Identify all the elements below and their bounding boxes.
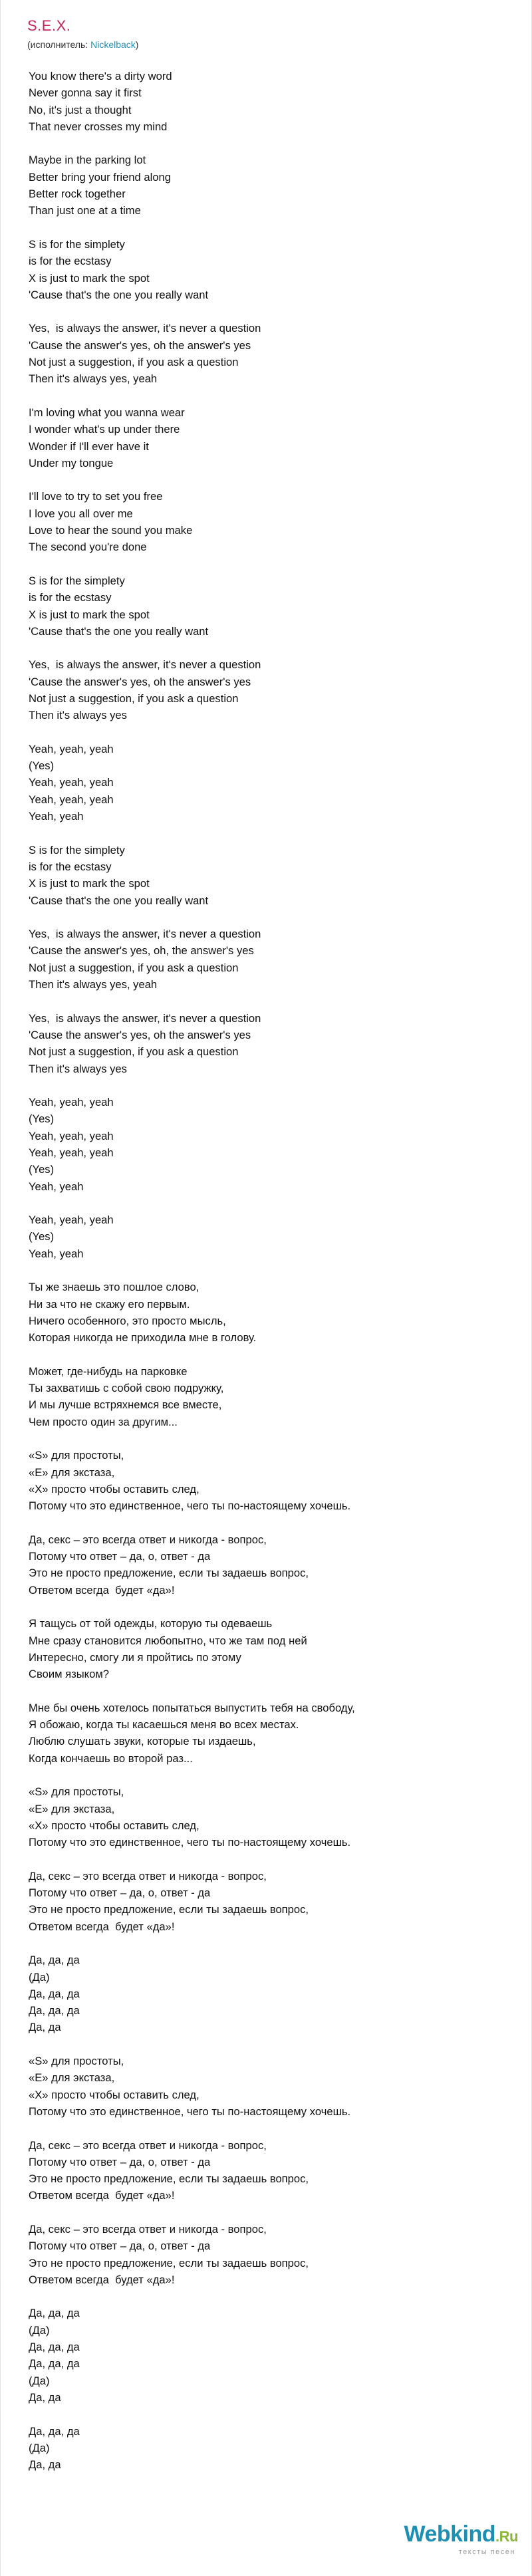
lyrics-line: S is for the simplety bbox=[29, 574, 125, 587]
lyrics-stanza bbox=[29, 1094, 507, 1195]
lyrics-line: Yeah, yeah bbox=[29, 810, 84, 823]
lyrics-line: Under my tongue bbox=[29, 456, 114, 469]
lyrics-line: Yeah, yeah, yeah bbox=[29, 1214, 114, 1227]
lyrics-line: (Yes) bbox=[29, 1230, 55, 1243]
lyrics-line: You know there's a dirty word bbox=[29, 70, 172, 82]
lyrics-body bbox=[29, 68, 507, 2473]
lyrics-line: Better bring your friend along bbox=[29, 170, 172, 184]
lyrics-line: Потому что ответ – да, о, ответ - да bbox=[29, 1550, 211, 1563]
lyrics-line: Когда кончаешь во второй раз... bbox=[29, 1751, 193, 1765]
lyrics-stanza bbox=[29, 404, 507, 471]
lyrics-line: Я тащусь от той одежды, которую ты одеваешь bbox=[29, 1617, 273, 1630]
lyrics-line: Yeah, yeah, yeah bbox=[29, 1096, 114, 1109]
lyrics-line: «E» для экстаза, bbox=[29, 2071, 115, 2085]
lyrics-line: «E» для экстаза, bbox=[29, 1802, 115, 1815]
lyrics-line: Да, да, да bbox=[29, 2341, 80, 2354]
lyrics-line: 'Cause the answer's yes, oh the answer's yes bbox=[29, 1028, 251, 1041]
lyrics-stanza bbox=[29, 2305, 507, 2406]
lyrics-line: Not just a suggestion, if you ask a question bbox=[29, 692, 239, 705]
lyrics-stanza bbox=[29, 2053, 507, 2120]
lyrics-line: Maybe in the parking lot bbox=[29, 154, 146, 167]
lyrics-line: Ни за что не скажу его первым. bbox=[29, 1297, 190, 1311]
lyrics-line: Это не просто предложение, если ты задаешь вопрос, bbox=[29, 2172, 309, 2186]
lyrics-stanza bbox=[29, 68, 507, 135]
lyrics-line: Yes, is always the answer, it's never a question bbox=[29, 658, 261, 672]
lyrics-stanza bbox=[29, 1952, 507, 2035]
lyrics-line: Мне сразу становится любопытно, что же там под ней bbox=[29, 1634, 307, 1647]
lyrics-line: Это не просто предложение, если ты задаешь вопрос, bbox=[29, 1567, 309, 1580]
lyrics-line: Never gonna say it first bbox=[29, 86, 142, 100]
lyrics-line: (Да) bbox=[29, 2374, 50, 2387]
lyrics-line: is for the ecstasy bbox=[29, 591, 112, 604]
lyrics-stanza bbox=[29, 1783, 507, 1851]
lyrics-stanza bbox=[29, 1531, 507, 1599]
lyrics-stanza bbox=[29, 1615, 507, 1682]
lyrics-line: И мы лучше встряхнемся все вместе, bbox=[29, 1398, 222, 1412]
song-title: S.E.X. bbox=[27, 17, 71, 34]
lyrics-line: Я обожаю, когда ты касаешься меня во всех местах. bbox=[29, 1718, 299, 1732]
lyrics-line: Да, да, да bbox=[29, 2307, 80, 2320]
lyrics-stanza bbox=[29, 1700, 507, 1767]
lyrics-line: Да, да, да bbox=[29, 1987, 80, 2000]
lyrics-stanza bbox=[29, 488, 507, 555]
lyrics-line: Yeah, yeah, yeah bbox=[29, 1129, 114, 1142]
lyrics-line: Да, секс – это всегда ответ и никогда - вопрос, bbox=[29, 2138, 267, 2152]
lyrics-line: Yeah, yeah, yeah bbox=[29, 1146, 114, 1159]
lyrics-line: Мне бы очень хотелось попытаться выпустить тебя на свободу, bbox=[29, 1701, 355, 1714]
lyrics-line: 'Cause the answer's yes, oh the answer's yes bbox=[29, 675, 251, 688]
logo-tld: .Ru bbox=[495, 2528, 518, 2545]
lyrics-stanza bbox=[29, 1279, 507, 1346]
lyrics-line: Not just a suggestion, if you ask a question bbox=[29, 356, 239, 369]
song-header bbox=[27, 17, 138, 51]
lyrics-line: Да, да, да bbox=[29, 2004, 80, 2017]
lyrics-line: (Yes) bbox=[29, 1112, 55, 1126]
lyrics-stanza bbox=[29, 1868, 507, 1935]
lyrics-line: is for the ecstasy bbox=[29, 860, 112, 873]
artist-prefix: (исполнитель: bbox=[27, 39, 91, 50]
lyrics-line: Not just a suggestion, if you ask a question bbox=[29, 1045, 239, 1059]
lyrics-stanza bbox=[29, 573, 507, 640]
lyrics-line: «S» для простоты, bbox=[29, 2055, 124, 2068]
logo-wordmark bbox=[404, 2523, 518, 2548]
lyrics-line: Then it's always yes bbox=[29, 709, 127, 722]
lyrics-stanza bbox=[29, 1363, 507, 1430]
lyrics-line: (Да) bbox=[29, 1970, 50, 1984]
lyrics-line: Люблю слушать звуки, которые ты издаешь, bbox=[29, 1735, 256, 1748]
lyrics-line: Wonder if I'll ever have it bbox=[29, 440, 149, 453]
lyrics-line: Это не просто предложение, если ты задаешь вопрос, bbox=[29, 1903, 309, 1916]
lyrics-line: Своим языком? bbox=[29, 1668, 109, 1681]
lyrics-stanza bbox=[29, 1212, 507, 1262]
lyrics-stanza bbox=[29, 926, 507, 993]
lyrics-line: X is just to mark the spot bbox=[29, 608, 150, 621]
lyrics-line: is for the ecstasy bbox=[29, 255, 112, 268]
lyrics-line: Да, да, да bbox=[29, 2424, 80, 2438]
lyrics-line: Да, да, да bbox=[29, 1954, 80, 1967]
lyrics-stanza bbox=[29, 842, 507, 909]
lyrics-line: Ответом всегда будет «да»! bbox=[29, 2189, 175, 2202]
lyrics-line: «X» просто чтобы оставить след, bbox=[29, 1819, 200, 1832]
lyrics-line: Может, где-нибудь на парковке bbox=[29, 1364, 188, 1378]
lyrics-line: Да, да bbox=[29, 2021, 61, 2034]
lyrics-line: Да, да, да bbox=[29, 2357, 80, 2371]
lyrics-line: 'Cause the answer's yes, oh the answer's yes bbox=[29, 338, 251, 352]
lyrics-line: Yes, is always the answer, it's never a question bbox=[29, 1011, 261, 1025]
lyrics-line: Да, секс – это всегда ответ и никогда - вопрос, bbox=[29, 1869, 267, 1882]
lyrics-line: Потому что это единственное, чего ты по-настоящему хочешь. bbox=[29, 1836, 351, 1849]
lyrics-line: Потому что ответ – да, о, ответ - да bbox=[29, 1886, 211, 1900]
lyrics-line: Yes, is always the answer, it's never a question bbox=[29, 322, 261, 335]
lyrics-stanza bbox=[29, 1447, 507, 1514]
lyrics-line: Интересно, смогу ли я пройтись по этому bbox=[29, 1650, 241, 1664]
lyrics-line: Love to hear the sound you make bbox=[29, 524, 193, 537]
lyrics-line: Потому что ответ – да, о, ответ - да bbox=[29, 2240, 211, 2253]
lyrics-line: No, it's just a thought bbox=[29, 103, 132, 116]
lyrics-line: I wonder what's up under there bbox=[29, 423, 180, 436]
logo-subtitle: тексты песен bbox=[458, 2548, 515, 2556]
lyrics-line: Then it's always yes, yeah bbox=[29, 372, 158, 386]
lyrics-stanza bbox=[29, 320, 507, 387]
lyrics-line: Ты захватишь с собой свою подружку, bbox=[29, 1382, 224, 1395]
lyrics-line: Которая никогда не приходила мне в голову. bbox=[29, 1331, 257, 1345]
lyrics-line: Yeah, yeah, yeah bbox=[29, 793, 114, 806]
lyrics-line: Да, да bbox=[29, 2390, 61, 2404]
lyrics-line: I love you all over me bbox=[29, 507, 133, 520]
lyrics-line: S is for the simplety bbox=[29, 237, 125, 251]
lyrics-line: (Yes) bbox=[29, 1163, 55, 1176]
lyrics-line: «X» просто чтобы оставить след, bbox=[29, 2088, 200, 2101]
lyrics-line: (Да) bbox=[29, 2441, 50, 2454]
lyrics-line: Потому что это единственное, чего ты по-настоящему хочешь. bbox=[29, 1499, 351, 1513]
lyrics-line: (Да) bbox=[29, 2323, 50, 2337]
lyrics-stanza bbox=[29, 2221, 507, 2288]
lyrics-line: Yes, is always the answer, it's never a question bbox=[29, 928, 261, 941]
lyrics-line: «S» для простоты, bbox=[29, 1449, 124, 1462]
lyrics-stanza bbox=[29, 152, 507, 219]
artist-line bbox=[27, 39, 138, 51]
lyrics-line: «S» для простоты, bbox=[29, 1785, 124, 1799]
lyrics-line: I'll love to try to set you free bbox=[29, 490, 163, 503]
lyrics-stanza bbox=[29, 2137, 507, 2204]
lyrics-line: Потому что это единственное, чего ты по-настоящему хочешь. bbox=[29, 2105, 351, 2118]
lyrics-line: Better rock together bbox=[29, 188, 126, 201]
lyrics-line: (Yes) bbox=[29, 759, 55, 773]
lyrics-line: X is just to mark the spot bbox=[29, 271, 150, 285]
lyrics-line: Ответом всегда будет «да»! bbox=[29, 2273, 175, 2286]
lyrics-line: 'Cause that's the one you really want bbox=[29, 288, 209, 301]
logo-kind: kind bbox=[450, 2521, 496, 2547]
lyrics-line: Чем просто один за другим... bbox=[29, 1415, 178, 1428]
lyrics-line: Then it's always yes bbox=[29, 1062, 127, 1075]
lyrics-stanza bbox=[29, 236, 507, 303]
lyrics-line: That never crosses my mind bbox=[29, 120, 168, 133]
lyrics-stanza bbox=[29, 1010, 507, 1077]
artist-link[interactable]: Nickelback bbox=[90, 39, 136, 50]
lyrics-stanza bbox=[29, 741, 507, 825]
lyrics-line: Потому что ответ – да, о, ответ - да bbox=[29, 2155, 211, 2168]
lyrics-line: Then it's always yes, yeah bbox=[29, 978, 158, 991]
lyrics-line: 'Cause that's the one you really want bbox=[29, 894, 209, 907]
webkind-logo[interactable] bbox=[404, 2523, 518, 2556]
lyrics-line: Да, да bbox=[29, 2458, 61, 2472]
lyrics-line: «X» просто чтобы оставить след, bbox=[29, 1482, 200, 1495]
lyrics-line: X is just to mark the spot bbox=[29, 877, 150, 890]
lyrics-line: The second you're done bbox=[29, 541, 147, 554]
lyrics-line: Да, секс – это всегда ответ и никогда - вопрос, bbox=[29, 2223, 267, 2236]
lyrics-line: Ты же знаешь это пошлое слово, bbox=[29, 1281, 200, 1294]
logo-web: Web bbox=[404, 2521, 451, 2547]
lyrics-line: «E» для экстаза, bbox=[29, 1466, 115, 1479]
lyrics-line: Than just one at a time bbox=[29, 204, 141, 217]
lyrics-line: Ничего особенного, это просто мысль, bbox=[29, 1314, 226, 1327]
lyrics-line: Yeah, yeah bbox=[29, 1247, 84, 1260]
lyrics-line: 'Cause the answer's yes, oh, the answer's yes bbox=[29, 944, 254, 958]
lyrics-line: Это не просто предложение, если ты задаешь вопрос, bbox=[29, 2256, 309, 2269]
lyrics-stanza bbox=[29, 2423, 507, 2474]
lyrics-line: I'm loving what you wanna wear bbox=[29, 406, 185, 419]
artist-suffix: ) bbox=[135, 39, 139, 50]
lyrics-line: 'Cause that's the one you really want bbox=[29, 624, 209, 638]
lyrics-stanza bbox=[29, 656, 507, 723]
lyrics-line: Yeah, yeah bbox=[29, 1180, 84, 1193]
lyrics-line: Yeah, yeah, yeah bbox=[29, 742, 114, 755]
lyrics-line: Ответом всегда будет «да»! bbox=[29, 1583, 175, 1597]
lyrics-line: S is for the simplety bbox=[29, 843, 125, 856]
lyrics-line: Yeah, yeah, yeah bbox=[29, 776, 114, 789]
lyrics-line: Да, секс – это всегда ответ и никогда - вопрос, bbox=[29, 1533, 267, 1546]
lyrics-line: Ответом всегда будет «да»! bbox=[29, 1920, 175, 1933]
lyrics-line: Not just a suggestion, if you ask a question bbox=[29, 961, 239, 974]
